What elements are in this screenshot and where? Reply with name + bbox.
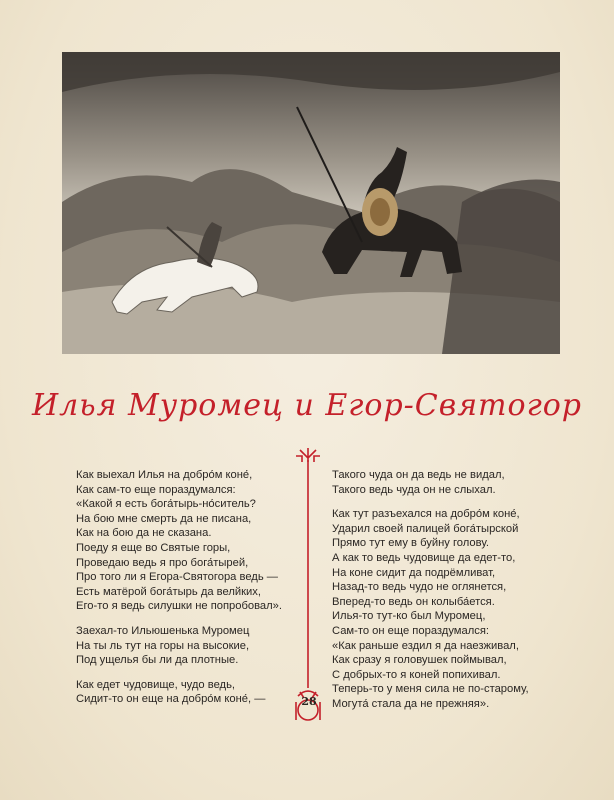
verse-line: Сидит-то он еще на добро́м коне́, —: [76, 693, 266, 706]
verse-line: «Как раньше ездил я да наезживал,: [332, 639, 519, 652]
illustration-bogatyrs: [62, 52, 560, 354]
verse-line: Ударил своей палицей бога́тырской: [332, 522, 519, 535]
page-number: 28: [301, 695, 317, 708]
verse-line: Заехал-то Ильюшенька Муромец: [76, 624, 250, 637]
verse-line: Его-то я ведь силушки не попробовал».: [76, 600, 283, 613]
verse-line: Как сам-то еще пораздумался:: [76, 483, 236, 496]
stanza: [76, 624, 298, 668]
verse-line: Под ущелья бы ли да плотные.: [76, 654, 239, 667]
battle-scene-image: [62, 52, 560, 354]
stanza: [332, 468, 564, 497]
verse-line: Как выехал Илья на добро́м коне́,: [76, 469, 253, 481]
right-text-column: [332, 468, 564, 722]
verse-line: А как то ведь чудовище да едет-то,: [332, 551, 516, 564]
verse-line: «Какой я есть бога́тырь-но́ситель?: [76, 498, 256, 511]
stanza: [76, 468, 298, 614]
verse-line: На ты ль тут на горы на высокие,: [76, 639, 250, 652]
verse-line: Теперь-то у меня сила не по-старому,: [332, 683, 529, 696]
verse-line: С добрых-то я коней попихивал.: [332, 668, 501, 681]
verse-line: На коне сидит да подрёмливат,: [332, 566, 496, 579]
verse-line: Как тут разъехался на добро́м коне́,: [332, 508, 520, 521]
stanza: [76, 678, 298, 707]
verse-line: Могута́ стала да не прежняя».: [332, 697, 490, 710]
verse-line: Такого ведь чуда он не слыхал.: [332, 483, 496, 496]
verse-line: Про того ли я Егора-Святогора ведь —: [76, 571, 278, 584]
verse-line: Проведаю ведь я про бога́тырей,: [76, 556, 249, 569]
verse-line: Как сразу я головушек поймывал,: [332, 654, 507, 667]
verse-line: На бою мне смерть да не писана,: [76, 512, 252, 525]
verse-line: Есть матёрой бога́тырь да велйких,: [76, 585, 261, 598]
verse-line: Вперед-то ведь он колыба́ется.: [332, 595, 495, 608]
stanza: [332, 507, 564, 711]
verse-line: Как едет чудовище, чудо ведь,: [76, 678, 236, 691]
left-text-column: [76, 468, 298, 717]
poem-title: Илья Муромец и Егор-Святогор: [31, 388, 582, 423]
verse-line: Как на бою да не сказана.: [76, 527, 212, 540]
verse-line: Илья-то тут-ко был Муромец,: [332, 610, 486, 623]
verse-line: Такого чуда он да ведь не видал,: [332, 469, 505, 481]
verse-line: Поеду я еще во Святые горы,: [76, 541, 231, 554]
ornamental-divider: [290, 440, 326, 730]
verse-line: Назад-то ведь чудо не оглянется,: [332, 581, 507, 594]
verse-line: Прямо тут ему в буйну голову.: [332, 537, 489, 550]
verse-line: Сам-то он еще пораздумался:: [332, 624, 489, 637]
